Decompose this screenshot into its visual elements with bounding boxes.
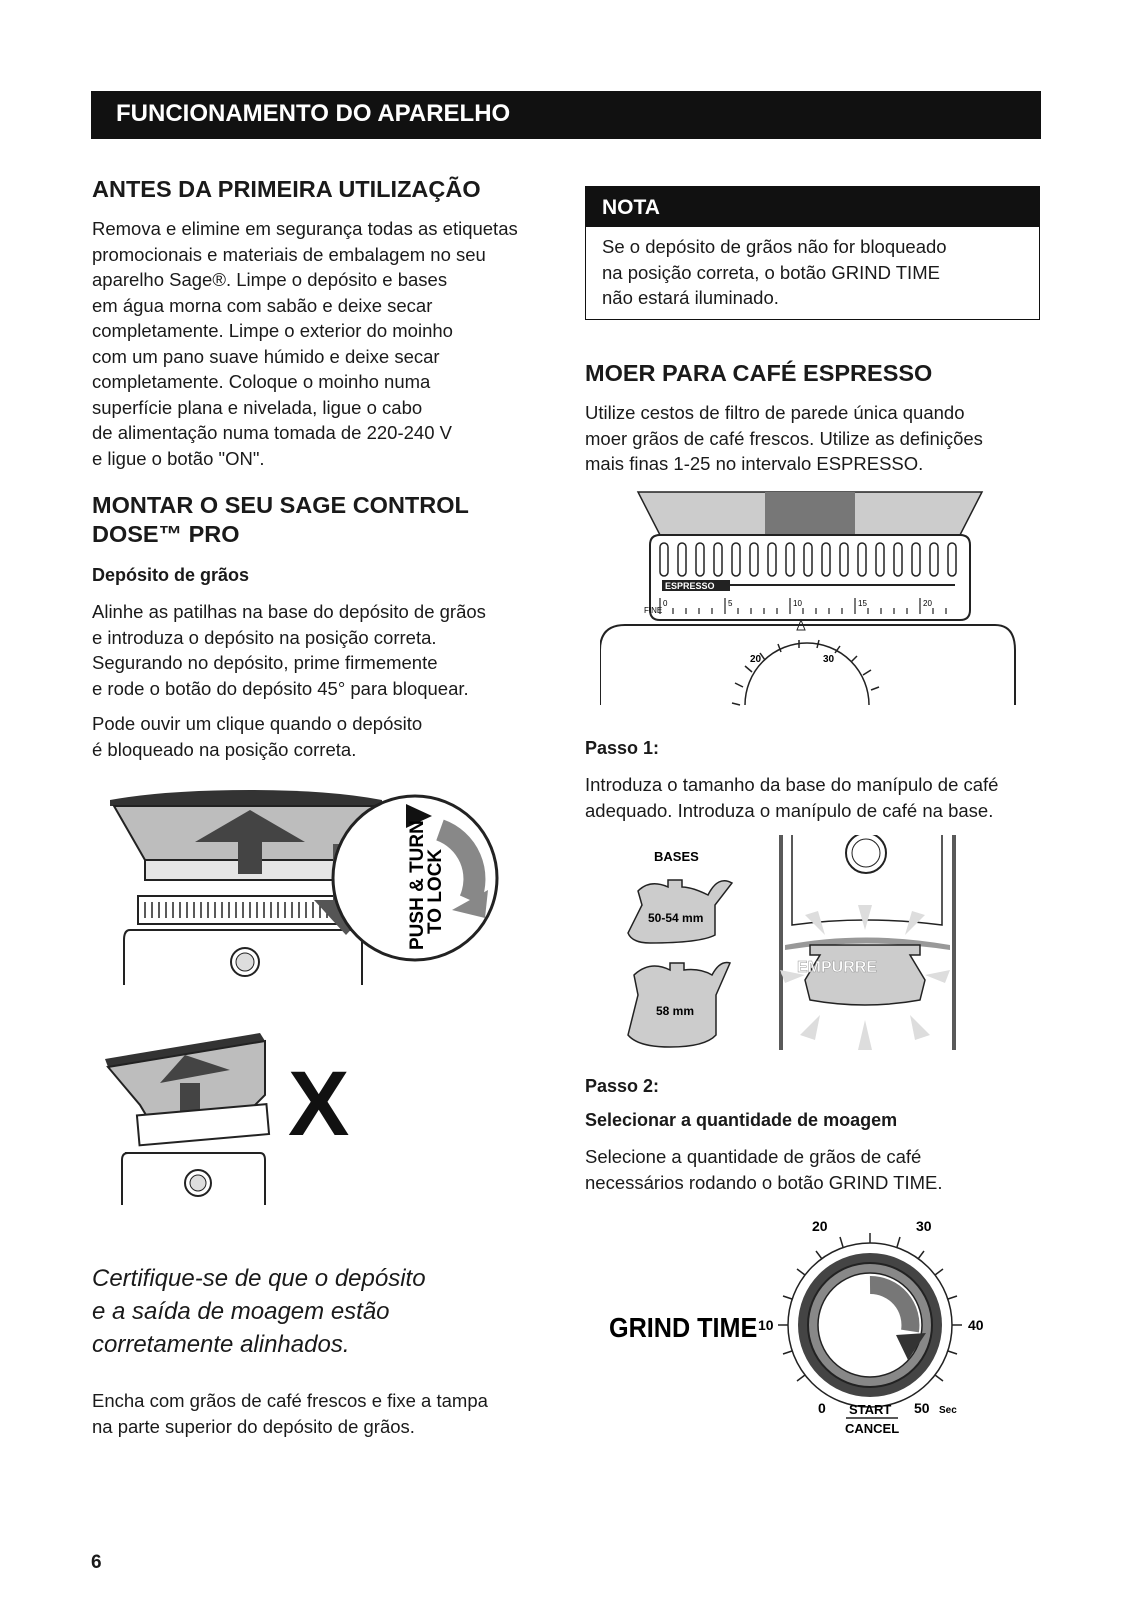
page-number: 6	[91, 1552, 102, 1573]
start-label: START	[849, 1402, 892, 1417]
scale-tick-20: 20	[923, 599, 932, 608]
hopper-misaligned-illustration	[100, 1025, 370, 1210]
bases-label: BASES	[654, 849, 699, 864]
text-line: Utilize cestos de filtro de parede única quando	[585, 402, 965, 423]
step2-section	[585, 1074, 1040, 1195]
text-line: é bloqueado na posição correta.	[92, 738, 357, 760]
espresso-scale-label: ESPRESSO	[665, 581, 715, 591]
text-line: Introduza o tamanho da base do manípulo de café	[585, 774, 999, 795]
note-box	[585, 186, 1040, 320]
text-line: completamente. Coloque o moinho numa	[92, 371, 431, 392]
heading-line: MONTAR O SEU SAGE CONTROL	[92, 492, 469, 518]
push-label: EMPURRE	[797, 959, 878, 976]
dial-label-20: 20	[812, 1218, 828, 1234]
dial-sec-label: Sec	[939, 1405, 957, 1416]
assemble-heading	[92, 491, 562, 549]
text-line: não estará iluminado.	[602, 287, 779, 308]
heading-line: DOSE™ PRO	[92, 521, 240, 547]
text-line: completamente. Limpe o exterior do moinho	[92, 320, 453, 341]
base-large-label: 58 mm	[656, 1004, 695, 1018]
dial-label-50: 50	[914, 1400, 930, 1416]
text-line: Remova e elimine em segurança todas as etiquetas	[92, 218, 518, 239]
text-line: na posição correta, o botão GRIND TIME	[602, 261, 940, 283]
step1-text	[585, 772, 1040, 823]
text-line: e introduza o depósito na posição correta.	[92, 626, 437, 648]
assemble-para2	[92, 711, 562, 762]
scale-tick-15: 15	[858, 599, 867, 608]
note-title: NOTA	[586, 187, 1039, 227]
scale-tick-10: 10	[793, 599, 802, 608]
grind-setting-illustration	[600, 490, 1020, 720]
dial-tick-30: 30	[823, 654, 835, 665]
text-line: com um pano suave húmido e deixe secar	[92, 345, 440, 367]
wrong-mark: X	[288, 1053, 350, 1155]
section-banner: FUNCIONAMENTO DO APARELHO	[91, 91, 1041, 139]
text-line: de alimentação numa tomada de 220-240 V	[92, 422, 452, 443]
fine-label: FINE	[644, 606, 663, 615]
italic-line: corretamente alinhados.	[92, 1331, 350, 1358]
step1-heading: Passo 1:	[585, 738, 660, 758]
text-line: Segurando no depósito, prime firmemente	[92, 652, 438, 673]
alignment-italic-note	[92, 1262, 552, 1361]
italic-line: Certifique-se de que o depósito	[92, 1265, 426, 1292]
push-turn-lock-badge	[330, 790, 500, 970]
lock-label-line2: TO LOCK	[425, 848, 446, 934]
base-small-label: 50-54 mm	[648, 911, 704, 925]
text-line: adequado. Introduza o manípulo de café na base.	[585, 799, 994, 821]
text-line: promocionais e materiais de embalagem no seu	[92, 243, 486, 265]
text-line: superfície plana e nivelada, ligue o cabo	[92, 396, 423, 418]
text-line: na parte superior do depósito de grãos.	[92, 1415, 415, 1437]
step2-subheading: Selecionar a quantidade de moagem	[585, 1110, 898, 1130]
before-first-use-text	[92, 216, 562, 471]
text-line: Se o depósito de grãos não for bloqueado	[602, 236, 947, 257]
assemble-para1	[92, 599, 562, 701]
fill-beans-text	[92, 1388, 562, 1439]
text-line: e ligue o botão "ON".	[92, 447, 265, 469]
tamper-base-illustration	[620, 835, 980, 1055]
text-line: aparelho Sage®. Limpe o depósito e bases	[92, 269, 448, 290]
text-line: mais finas 1-25 no intervalo ESPRESSO.	[585, 453, 924, 474]
dial-label-30: 30	[916, 1218, 932, 1234]
dial-label-0: 0	[818, 1400, 826, 1416]
text-line: moer grãos de café frescos. Utilize as definições	[585, 427, 983, 449]
text-line: em água morna com sabão e deixe secar	[92, 294, 433, 316]
step2-heading: Passo 2:	[585, 1076, 660, 1096]
cancel-label: CANCEL	[845, 1421, 900, 1436]
text-line: Encha com grãos de café frescos e fixe a tampa	[92, 1390, 488, 1411]
scale-tick-0: 0	[663, 599, 668, 608]
hopper-subheading: Depósito de grãos	[92, 565, 250, 585]
lock-label-line1: PUSH & TURN	[407, 820, 428, 950]
grind-time-dial-illustration	[600, 1215, 1030, 1450]
text-line: Alinhe as patilhas na base do depósito de grãos	[92, 601, 486, 622]
espresso-heading: MOER PARA CAFÉ ESPRESSO	[585, 360, 933, 386]
text-line: Selecione a quantidade de grãos de café	[585, 1146, 922, 1167]
note-text	[586, 227, 1039, 311]
dial-label-40: 40	[968, 1317, 984, 1333]
scale-tick-5: 5	[728, 599, 733, 608]
text-line: e rode o botão do depósito 45° para bloquear.	[92, 677, 469, 699]
espresso-text	[585, 400, 1040, 477]
left-column	[92, 175, 562, 762]
dial-tick-20: 20	[750, 654, 762, 665]
text-line: Pode ouvir um clique quando o depósito	[92, 713, 423, 734]
espresso-section	[585, 359, 1040, 477]
italic-line: e a saída de moagem estão	[92, 1298, 390, 1325]
step1-section	[585, 736, 1040, 823]
grind-time-label: GRIND TIME	[609, 1311, 758, 1344]
dial-label-10: 10	[758, 1317, 774, 1333]
before-first-use-heading: ANTES DA PRIMEIRA UTILIZAÇÃO	[92, 176, 481, 202]
step2-text	[585, 1144, 1040, 1195]
text-line: necessários rodando o botão GRIND TIME.	[585, 1171, 943, 1193]
